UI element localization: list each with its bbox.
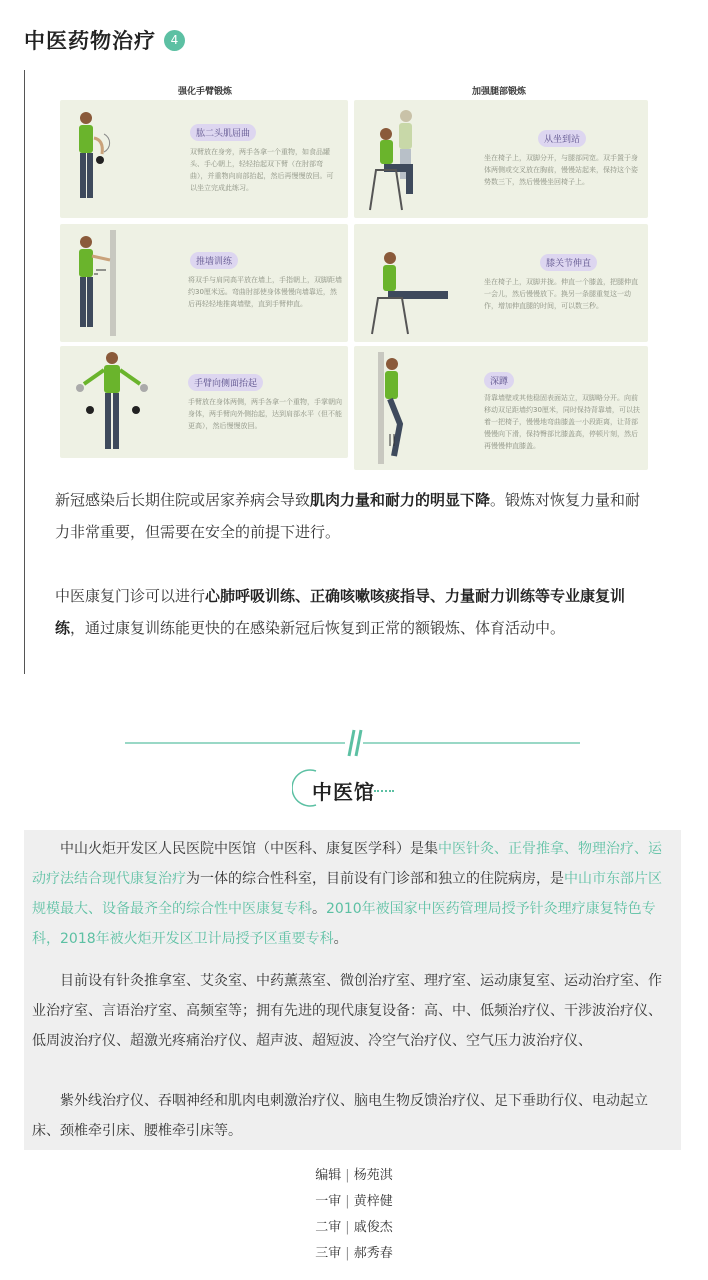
- para1-text-b: 。锻炼对恢复力量和耐力非常重要，但需要在安全的前提下进行。: [55, 491, 641, 541]
- credit-role: 二审: [315, 1220, 342, 1235]
- credit-line: [0, 1189, 708, 1215]
- intro-highlight: 中山市东部片区规模最大、设备最齐全的综合性中医康复专科: [32, 871, 662, 917]
- credit-role: 三审: [315, 1246, 342, 1261]
- intro-text: 。: [333, 931, 348, 947]
- panel-bicep-curl: [60, 100, 348, 218]
- credit-role: 编辑: [315, 1168, 342, 1183]
- heading-dots: [374, 790, 394, 792]
- credit-separator: |: [345, 1220, 350, 1235]
- section-number-badge: 4: [164, 30, 185, 51]
- section-title: 中医药物治疗: [24, 29, 156, 53]
- paragraph-muscle-decline: [55, 484, 655, 548]
- intro-highlight: 中医针灸、正骨推拿、物理治疗、运动疗法结合现代康复治疗: [32, 841, 662, 887]
- intro-text: 中山火炬开发区人民医院中医馆（中医科、康复医学科）是集: [60, 841, 438, 857]
- hall-title: 中医馆: [312, 780, 375, 804]
- credit-line: [0, 1241, 708, 1267]
- panel-description: 将双手与肩同高平放在墙上，手指朝上，双脚距墙约30厘米远。弯曲肘部使身体慢慢向墙靠近，然后再轻轻地推离墙壁，直到手臂伸直。: [188, 276, 342, 308]
- intro-highlight: 2010年被国家中医药管理局授予针灸理疗康复特色专科，2018年被火炬开发区卫计局授予区重要专科: [32, 901, 656, 947]
- intro-text: 为一体的综合性科室，目前设有门诊部和独立的住院病房，是: [186, 871, 564, 887]
- credit-line: [0, 1215, 708, 1241]
- panel-description: 背靠墙壁或其他稳固表面站立，双脚略分开。向前移动双足距墙约30厘米，同时保持背靠墙，可以扶着一把椅子，慢慢地弯曲膝盖一小段距离，让背部慢慢向下滑，保持臀部比膝盖高，停顿片刻，然后再慢慢伸直膝盖。: [484, 394, 640, 450]
- knee-extension-illustration-icon: [364, 224, 464, 342]
- panel-title: 推墙训练: [190, 252, 238, 269]
- leg-exercise-heading: 加强腿部锻炼: [472, 87, 527, 97]
- bicep-curl-illustration-icon: [64, 100, 124, 218]
- hall-intro-box: [24, 830, 681, 1150]
- wall-push-illustration-icon: [64, 224, 134, 342]
- arm-exercise-heading: 强化手臂锻炼: [178, 87, 233, 97]
- panel-title: 从坐到站: [538, 130, 586, 147]
- para2-text-b: ，通过康复训练能更快的在感染新冠后恢复到正常的额锻炼、体育活动中。: [70, 619, 566, 637]
- para1-bold: 肌肉力量和耐力的明显下降: [310, 491, 491, 509]
- credit-name: 郝秀春: [353, 1246, 393, 1261]
- credit-name: 杨苑淇: [353, 1168, 393, 1183]
- panel-description: 手臂放在身体两侧，两手各拿一个重物，手掌朝向身体，两手臂向外侧抬起，达到肩部水平（但不能更高），然后慢慢放回。: [188, 398, 342, 430]
- panel-description: 双臂放在身旁，两手各拿一个重物，如食品罐头、手心朝上，轻轻抬起双下臂（在肘部弯曲），并重物向肩部抬起，然后再慢慢放回。可以坐立完成此练习。: [190, 148, 334, 192]
- credit-separator: |: [345, 1194, 350, 1209]
- intro-paragraph-2: 目前设有针灸推拿室、艾灸室、中药薰蒸室、微创治疗室、理疗室、运动康复室、运动治疗室、作业治疗室、言语治疗室、高频室等；拥有先进的现代康复设备：高、中、低频治疗仪、干涉波治疗仪、低周波治疗仪、超激光疼痛治疗仪、超声波、超短波、冷空气治疗仪、空气压力波治疗仪、: [32, 973, 662, 1049]
- panel-title: 肱二头肌屈曲: [190, 124, 256, 141]
- exercise-infographic: [58, 78, 650, 474]
- panel-description: 坐在椅子上，双脚并拢。伸直一个膝盖，把腿伸直一会儿，然后慢慢放下。换另一条腿重复这一动作，增加伸直腿的时间，可以数三秒。: [484, 278, 638, 310]
- section-heading: [24, 26, 185, 54]
- sit-to-stand-illustration-icon: [364, 100, 434, 218]
- credit-role: 一审: [315, 1194, 342, 1209]
- credit-name: 黄梓健: [353, 1194, 393, 1209]
- paragraph-rehab-clinic: [55, 580, 655, 644]
- panel-lateral-raise: [60, 346, 348, 458]
- credit-name: 戚俊杰: [353, 1220, 393, 1235]
- panel-sit-to-stand: [354, 100, 648, 218]
- para2-text-a: 中医康复门诊可以进行: [55, 587, 206, 605]
- panel-title: 膝关节伸直: [540, 254, 597, 271]
- panel-knee-extension: [354, 224, 648, 342]
- panel-squat: [354, 346, 648, 470]
- para2-bold: 心肺呼吸训练、正确咳嗽咳痰指导、力量耐力训练等专业康复训练: [55, 587, 626, 637]
- credit-line: [0, 1163, 708, 1189]
- squat-illustration-icon: [364, 346, 424, 470]
- panel-wall-push: [60, 224, 348, 342]
- hall-heading: [292, 768, 402, 812]
- credit-separator: |: [345, 1168, 350, 1183]
- intro-text: 。: [312, 901, 326, 917]
- panel-title: 深蹲: [484, 372, 514, 389]
- editor-credits: [0, 1163, 708, 1267]
- credit-separator: |: [345, 1246, 350, 1261]
- left-border-rule: [24, 70, 25, 674]
- panel-title: 手臂向侧面抬起: [188, 374, 263, 391]
- lateral-raise-illustration-icon: [64, 346, 164, 458]
- panel-description: 坐在椅子上，双脚分开，与腿部同宽。双手置于身体两侧或交叉放在胸前，慢慢站起来，保持这个姿势数三下，然后慢慢坐回椅子上。: [484, 154, 638, 186]
- intro-paragraph-3: 紫外线治疗仪、吞咽神经和肌肉电刺激治疗仪、脑电生物反馈治疗仪、足下垂助行仪、电动起立床、颈椎牵引床、腰椎牵引床等。: [32, 1093, 648, 1139]
- intro-paragraph-1: [32, 834, 672, 954]
- para1-text-a: 新冠感染后长期住院或居家养病会导致: [55, 491, 311, 509]
- section-divider-icon: [125, 728, 580, 758]
